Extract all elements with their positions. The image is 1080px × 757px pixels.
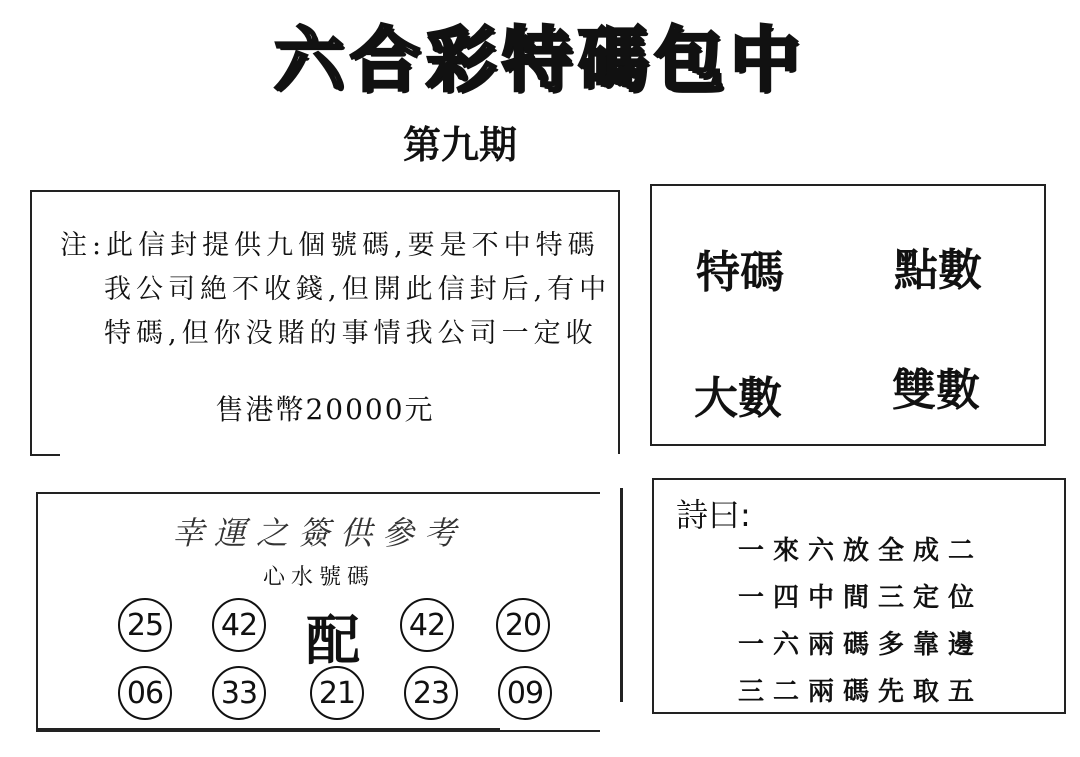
poem-line: 三二兩碼先取五 <box>738 677 984 707</box>
category-even: 雙數 <box>892 365 980 416</box>
page-title: 六合彩特碼包中 <box>274 18 806 101</box>
notice-line: 注:此信封提供九個號碼,要是不中特碼 <box>60 230 600 261</box>
notice-text <box>60 224 611 356</box>
category-special: 特碼 <box>696 247 784 298</box>
numbers-heading: 幸運之簽供參考 <box>171 514 466 552</box>
category-big: 大數 <box>694 373 782 424</box>
poem-text <box>738 528 983 716</box>
poem-heading: 詩曰: <box>676 496 751 534</box>
poem-line: 一四中間三定位 <box>738 583 984 613</box>
poem-line: 一來六放全成二 <box>738 536 984 566</box>
poem-line: 一六兩碼多靠邊 <box>738 630 984 660</box>
notice-line: 我公司絶不收錢,但開此信封后,有中 <box>104 274 612 305</box>
number-circle: 21 <box>310 666 364 720</box>
numbers-box <box>36 492 600 732</box>
number-circle: 25 <box>118 598 172 652</box>
divider <box>36 728 500 730</box>
poem-box <box>652 478 1066 714</box>
price-text: 售港幣20000元 <box>215 393 435 426</box>
category-points: 點數 <box>894 245 982 296</box>
number-circle: 33 <box>212 666 266 720</box>
number-circle: 09 <box>498 666 552 720</box>
numbers-subheading: 心水號碼 <box>262 565 375 590</box>
issue-number: 第九期 <box>402 122 517 167</box>
number-circle: 06 <box>118 666 172 720</box>
number-circle: 23 <box>404 666 458 720</box>
notice-box <box>30 190 620 454</box>
category-box <box>650 184 1046 446</box>
divider <box>620 488 623 702</box>
pair-label: 配 <box>306 608 360 672</box>
notice-line: 特碼,但你没賭的事情我公司一定收 <box>104 318 598 349</box>
number-circle: 42 <box>212 598 266 652</box>
number-circle: 42 <box>400 598 454 652</box>
divider <box>30 454 60 456</box>
number-circle: 20 <box>496 598 550 652</box>
